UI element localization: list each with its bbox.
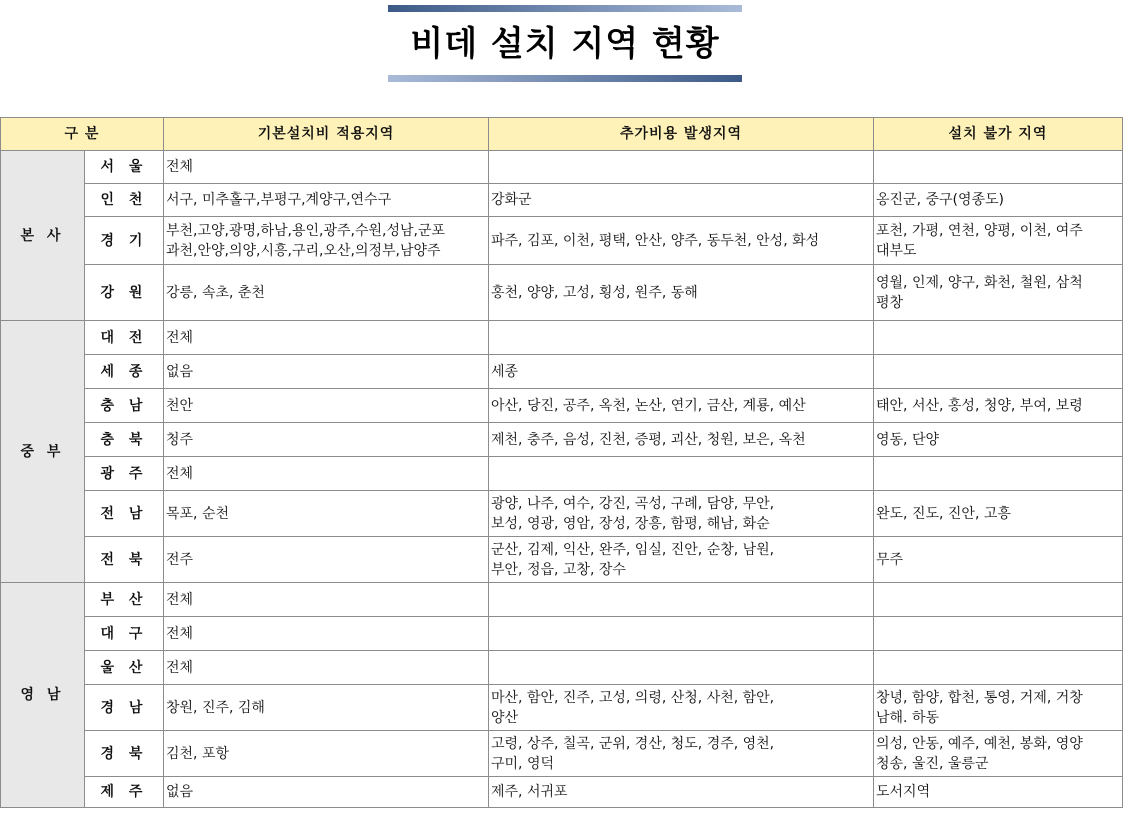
table-row: [1, 151, 1123, 184]
header-extra-cost: 추가비용 발생지역: [489, 118, 874, 151]
header-not-available: 설치 불가 지역: [874, 118, 1123, 151]
impossible-cell: 도서지역: [874, 777, 1123, 808]
city-label: 서 울: [85, 151, 164, 184]
city-label: 전 남: [85, 491, 164, 537]
table-row: [1, 491, 1123, 537]
basic-cell: 전주: [164, 537, 489, 583]
city-label: 충 북: [85, 423, 164, 457]
extra-cell: [489, 151, 874, 184]
title-block: [388, 5, 742, 82]
page-title: 비데 설치 지역 현황: [410, 24, 720, 64]
city-label: 세 종: [85, 355, 164, 389]
basic-cell: 전체: [164, 617, 489, 651]
table-header-row: [1, 118, 1123, 151]
impossible-cell: [874, 651, 1123, 685]
city-label: 경 남: [85, 685, 164, 731]
header-category: 구 분: [1, 118, 164, 151]
basic-cell: 전체: [164, 651, 489, 685]
table-row: [1, 583, 1123, 617]
impossible-cell: [874, 583, 1123, 617]
city-label: 전 북: [85, 537, 164, 583]
table-row: [1, 617, 1123, 651]
city-label: 인 천: [85, 184, 164, 217]
table-row: [1, 777, 1123, 808]
table-row: [1, 355, 1123, 389]
table-row: [1, 423, 1123, 457]
extra-cell: [489, 583, 874, 617]
extra-cell: 홍천, 양양, 고성, 횡성, 원주, 동해: [489, 265, 874, 321]
table-row: [1, 389, 1123, 423]
extra-cell: 제주, 서귀포: [489, 777, 874, 808]
city-label: 부 산: [85, 583, 164, 617]
impossible-cell: 포천, 가평, 연천, 양평, 이천, 여주 대부도: [874, 217, 1123, 265]
basic-cell: 전체: [164, 583, 489, 617]
city-label: 경 북: [85, 731, 164, 777]
extra-cell: [489, 457, 874, 491]
installation-region-table: [0, 117, 1123, 808]
impossible-cell: 의성, 안동, 예주, 예천, 봉화, 영양 청송, 울진, 울릉군: [874, 731, 1123, 777]
city-label: 울 산: [85, 651, 164, 685]
title-top-bar: [388, 5, 742, 12]
basic-cell: 전체: [164, 457, 489, 491]
header-basic-fee: 기본설치비 적용지역: [164, 118, 489, 151]
city-label: 광 주: [85, 457, 164, 491]
table-row: [1, 651, 1123, 685]
extra-cell: 고령, 상주, 칠곡, 군위, 경산, 청도, 경주, 영천, 구미, 영덕: [489, 731, 874, 777]
table-row: [1, 184, 1123, 217]
basic-cell: 없음: [164, 355, 489, 389]
basic-cell: 청주: [164, 423, 489, 457]
basic-cell: 서구, 미추홀구,부평구,계양구,연수구: [164, 184, 489, 217]
basic-cell: 김천, 포항: [164, 731, 489, 777]
extra-cell: 아산, 당진, 공주, 옥천, 논산, 연기, 금산, 계룡, 예산: [489, 389, 874, 423]
extra-cell: 세종: [489, 355, 874, 389]
extra-cell: 제천, 충주, 음성, 진천, 증평, 괴산, 청원, 보은, 옥천: [489, 423, 874, 457]
extra-cell: 강화군: [489, 184, 874, 217]
title-bottom-bar: [388, 75, 742, 82]
impossible-cell: [874, 321, 1123, 355]
impossible-cell: 창녕, 함양, 합천, 통영, 거제, 거창 남해. 하동: [874, 685, 1123, 731]
impossible-cell: 완도, 진도, 진안, 고흥: [874, 491, 1123, 537]
impossible-cell: [874, 151, 1123, 184]
region-label: 영 남: [1, 583, 85, 808]
table-row: [1, 265, 1123, 321]
basic-cell: 전체: [164, 321, 489, 355]
impossible-cell: [874, 457, 1123, 491]
impossible-cell: [874, 617, 1123, 651]
city-label: 충 남: [85, 389, 164, 423]
table-row: [1, 217, 1123, 265]
impossible-cell: 태안, 서산, 홍성, 청양, 부여, 보령: [874, 389, 1123, 423]
extra-cell: [489, 617, 874, 651]
extra-cell: [489, 321, 874, 355]
table-row: [1, 457, 1123, 491]
city-label: 강 원: [85, 265, 164, 321]
impossible-cell: 영동, 단양: [874, 423, 1123, 457]
extra-cell: [489, 651, 874, 685]
extra-cell: 군산, 김제, 익산, 완주, 임실, 진안, 순창, 남원, 부안, 정읍, 고창, 장수: [489, 537, 874, 583]
table-row: [1, 537, 1123, 583]
city-label: 경 기: [85, 217, 164, 265]
basic-cell: 전체: [164, 151, 489, 184]
extra-cell: 파주, 김포, 이천, 평택, 안산, 양주, 동두천, 안성, 화성: [489, 217, 874, 265]
city-label: 대 전: [85, 321, 164, 355]
basic-cell: 부천,고양,광명,하남,용인,광주,수원,성남,군포 과천,안양,의양,시흥,구리,오산,의정부,남양주: [164, 217, 489, 265]
basic-cell: 목포, 순천: [164, 491, 489, 537]
impossible-cell: 영월, 인제, 양구, 화천, 철원, 삼척 평창: [874, 265, 1123, 321]
table-row: [1, 731, 1123, 777]
basic-cell: 강릉, 속초, 춘천: [164, 265, 489, 321]
table-row: [1, 685, 1123, 731]
extra-cell: 마산, 함안, 진주, 고성, 의령, 산청, 사천, 함안, 양산: [489, 685, 874, 731]
basic-cell: 없음: [164, 777, 489, 808]
region-label: 본 사: [1, 151, 85, 321]
region-label: 중 부: [1, 321, 85, 583]
impossible-cell: 무주: [874, 537, 1123, 583]
impossible-cell: [874, 355, 1123, 389]
impossible-cell: 옹진군, 중구(영종도): [874, 184, 1123, 217]
basic-cell: 천안: [164, 389, 489, 423]
city-label: 제 주: [85, 777, 164, 808]
extra-cell: 광양, 나주, 여수, 강진, 곡성, 구례, 담양, 무안, 보성, 영광, 영암, 장성, 장흥, 함평, 해남, 화순: [489, 491, 874, 537]
table-row: [1, 321, 1123, 355]
city-label: 대 구: [85, 617, 164, 651]
basic-cell: 창원, 진주, 김해: [164, 685, 489, 731]
